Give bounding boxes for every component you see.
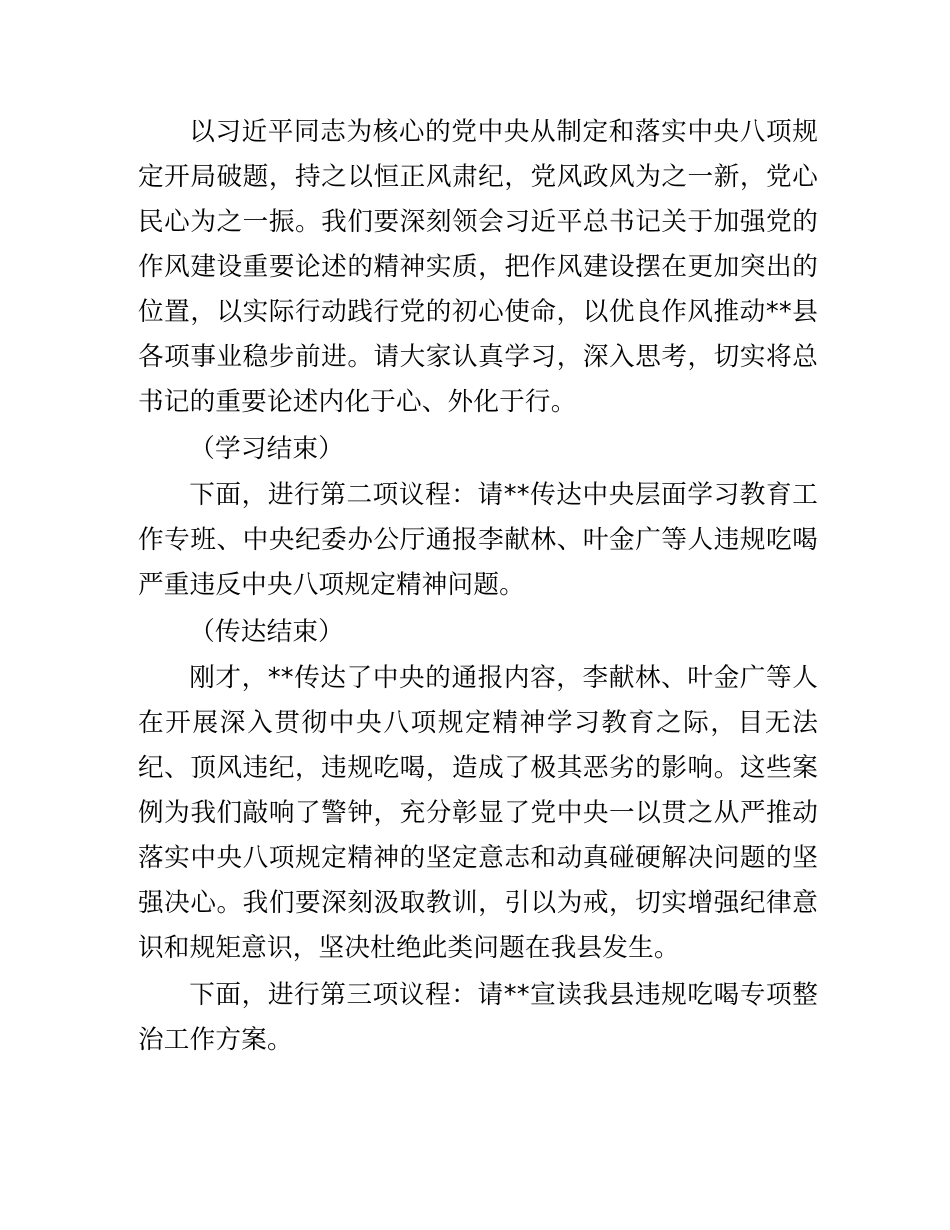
document-body <box>138 110 818 1063</box>
paragraph-agenda-item-three: 下面，进行第三项议程：请**宣读我县违规吃喝专项整治工作方案。 <box>138 979 818 1055</box>
paragraph-case-commentary: 刚才，**传达了中央的通报内容，李献林、叶金广等人在开展深入贯彻中央八项规定精神学习教育之际，目无法纪、顶风违纪，违规吃喝，造成了极其恶劣的影响。这些案例为我们敲响了警钟，充分彰显了党中央一以贯之从严推动落实中央八项规定精神的坚定意志和动真碰硬解决问题的坚强决心。我们要深刻汲取教训，引以为戒，切实增强纪律意识和规矩意识，坚决杜绝此类问题在我县发生。 <box>138 663 818 963</box>
paragraph-relay-end-marker: （传达结束） <box>189 616 344 647</box>
paragraph-study-spirit: 以习近平同志为核心的党中央从制定和落实中央八项规定开局破题，持之以恒正风肃纪，党风政风为之一新，党心民心为之一振。我们要深刻领会习近平总书记关于加强党的作风建设重要论述的精神实质，把作风建设摆在更加突出的位置，以实际行动践行党的初心使命，以优良作风推动**县各项事业稳步前进。请大家认真学习，深入思考，切实将总书记的重要论述内化于心、外化于行。 <box>138 117 818 417</box>
paragraph-study-end-marker: （学习结束） <box>189 433 344 464</box>
paragraph-agenda-item-two: 下面，进行第二项议程：请**传达中央层面学习教育工作专班、中央纪委办公厅通报李献林、叶金广等人违规吃喝严重违反中央八项规定精神问题。 <box>138 480 818 600</box>
